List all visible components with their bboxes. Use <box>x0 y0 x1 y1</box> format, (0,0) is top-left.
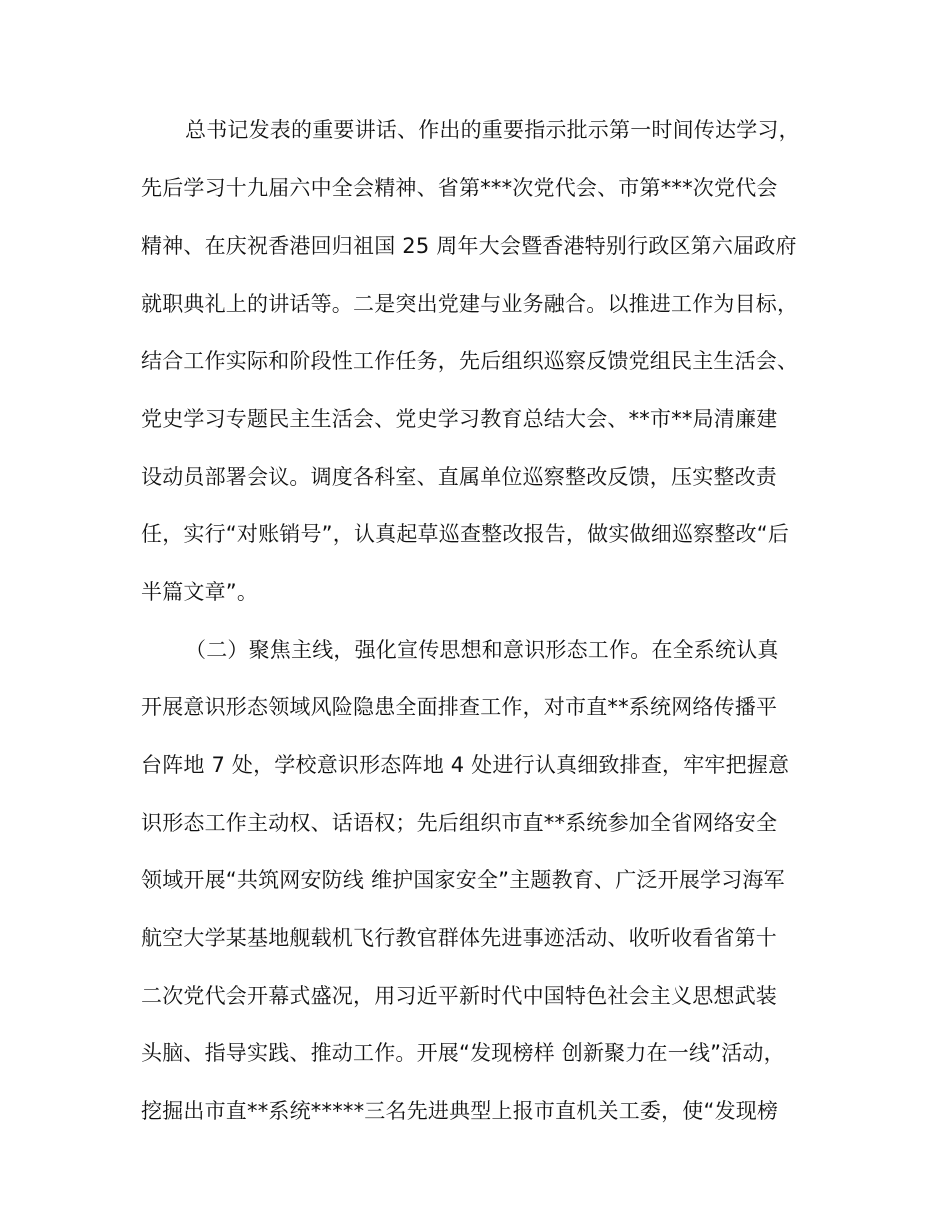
text-line: 半篇文章”。 <box>141 580 259 604</box>
text-line: 识形态工作主动权、话语权；先后组织市直**系统参加全省网络安全 <box>141 811 778 835</box>
text-line: 航空大学某基地舰载机飞行教官群体先进事迹活动、收听收看省第十 <box>141 926 777 950</box>
text-line: 挖掘出市直**系统*****三名先进典型上报市直机关工委，使“发现榜 <box>141 1099 779 1123</box>
text-line: 总书记发表的重要讲话、作出的重要指示批示第一时间传达学习， <box>185 118 800 142</box>
text-line: 先后学习十九届六中全会精神、省第***次党代会、市第***次党代会 <box>141 176 778 200</box>
text-line: 就职典礼上的讲话等。二是突出党建与业务融合。以推进工作为目标， <box>141 292 799 316</box>
text-line: 党史学习专题民主生活会、党史学习教育总结大会、**市**局清廉建 <box>141 407 778 431</box>
text-line: 开展意识形态领域风险隐患全面排查工作，对市直**系统网络传播平 <box>141 695 778 719</box>
text-line: 台阵地 7 处，学校意识形态阵地 4 处进行认真细致排查，牢牢把握意 <box>141 753 790 777</box>
text-line: 设动员部署会议。调度各科室、直属单位巡察整改反馈，压实整改责 <box>141 465 777 489</box>
text-line: 精神、在庆祝香港回归祖国 25 周年大会暨香港特别行政区第六届政府 <box>141 234 797 258</box>
text-line: 任，实行“对账销号”，认真起草巡查整改报告，做实做细巡察整改“后 <box>141 522 790 546</box>
text-line: 头脑、指导实践、推动工作。开展“发现榜样 创新聚力在一线”活动， <box>141 1041 785 1065</box>
text-line: 领域开展“共筑网安防线 维护国家安全”主题教育、广泛开展学习海军 <box>141 868 785 892</box>
text-line: 二次党代会开幕式盛况，用习近平新时代中国特色社会主义思想武装 <box>141 984 777 1008</box>
section-heading-line: （二）聚焦主线，强化宣传思想和意识形态工作。在全系统认真 <box>185 638 779 662</box>
text-line: 结合工作实际和阶段性工作任务，先后组织巡察反馈党组民主生活会、 <box>141 349 799 373</box>
